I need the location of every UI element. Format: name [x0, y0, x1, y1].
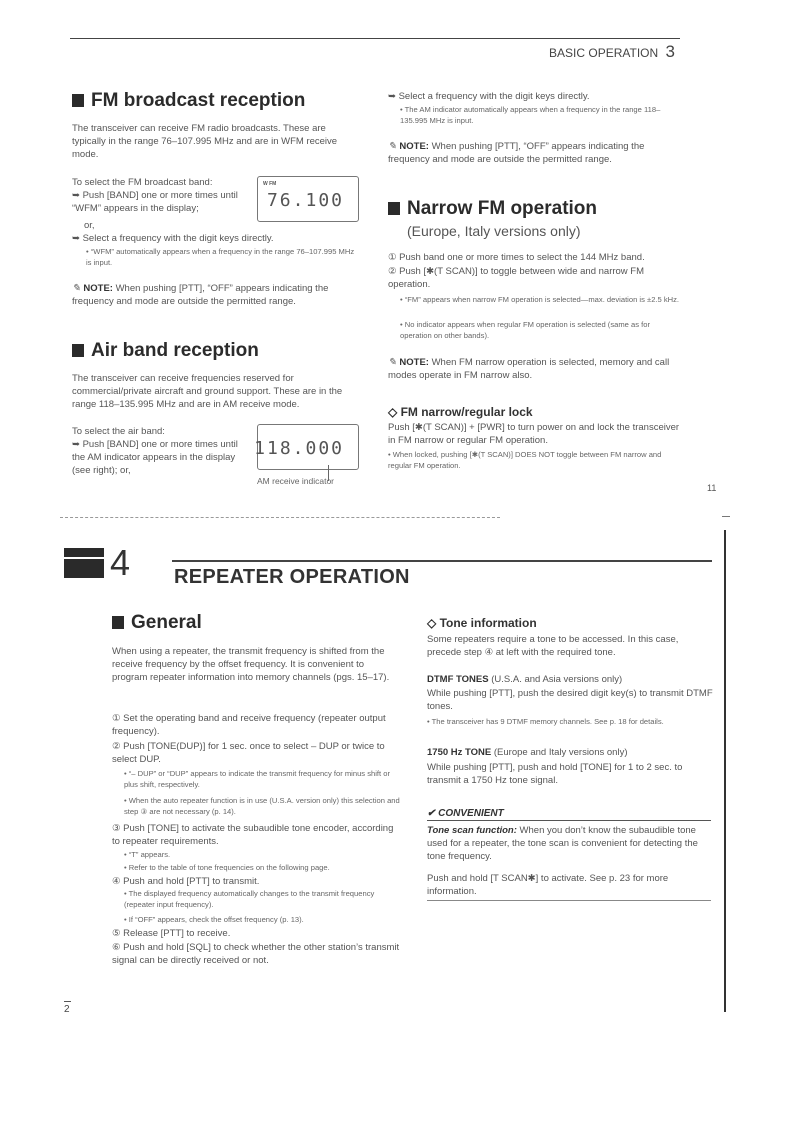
tone-scan-label: Tone scan function: [427, 825, 517, 836]
tone-heading: ◇ Tone information [427, 616, 537, 630]
hz-text: While pushing [PTT], push and hold [TONE] for 1 to 2 sec. to transmit a 1750 Hz tone signal. [427, 762, 683, 786]
fm-or: or, [84, 220, 95, 231]
air-sub-note: • The AM indicator automatically appears when a frequency in the range 118–135.995 MHz is input. [400, 105, 661, 125]
dtmf-scope: (U.S.A. and Asia versions only) [491, 674, 623, 685]
air-frequency-readout: 118.000 [254, 438, 344, 459]
fm-heading: FM broadcast reception [72, 90, 305, 112]
fm-frequency-readout: 76.100 [266, 190, 344, 211]
wfm-indicator: W FM [263, 181, 277, 187]
fm-intro: The transceiver can receive FM radio broadcasts. These are typically in the range 76–107.995 MHz and are in WFM receive mode. [72, 123, 338, 160]
fm-select-intro: To select the FM broadcast band: [72, 177, 213, 188]
air-note [388, 140, 678, 166]
general-step1: ① Set the operating band and receive frequency (repeater output frequency). [112, 713, 386, 737]
page-number-bottom: 2 [64, 1004, 70, 1015]
air-step-push: ➥ Push [BAND] one or more times until the AM indicator appears in the display (see right); or, [72, 439, 238, 476]
lock-heading: ◇ FM narrow/regular lock [388, 405, 533, 419]
general-step4-bullet2: • If “OFF” appears, check the offset frequency (p. 13). [124, 915, 304, 924]
convenient-label: ✔ CONVENIENT [427, 808, 504, 819]
general-intro: When using a repeater, the transmit frequency is shifted from the receive frequency by the offset frequency. It is convenient to program repeater information into memory channels (pgs. 15–17). [112, 646, 390, 683]
general-step6: ⑥ Push and hold [SQL] to check whether the other station’s transmit signal can be directly received or not. [112, 942, 400, 966]
general-step4: ④ Push and hold [PTT] to transmit. [112, 876, 260, 887]
chapter-tab-block [64, 548, 104, 578]
page-edge-mark [722, 516, 730, 517]
heading-bullet-square [72, 344, 84, 357]
chapter-tab-notch [64, 557, 104, 559]
hz-heading [427, 746, 713, 759]
fm-step-push: ➥ Push [BAND] one or more times until “WFM” appears in the display; [72, 190, 238, 214]
general-step3-bullet1: • “T” appears. [124, 850, 171, 859]
lock-bullet: • When locked, pushing [✱(T SCAN)] DOES NOT toggle between FM narrow and regular FM operation. [388, 450, 662, 470]
note-text: When FM narrow operation is selected, memory and call modes operate in FM narrow also. [388, 357, 670, 381]
heading-bullet-square [112, 616, 124, 629]
chapter-title: REPEATER OPERATION [174, 566, 410, 588]
air-step-digit: ➥ Select a frequency with the digit keys directly. [388, 91, 590, 102]
lock-text: Push [✱(T SCAN)] + [PWR] to turn power on and lock the transceiver in FM narrow or regular FM operation. [388, 422, 680, 446]
header-rule [70, 38, 680, 39]
air-intro: The transceiver can receive frequencies reserved for commercial/private aircraft and ground support. These are in the range 118–135.995 MHz and are in AM receive mode. [72, 373, 343, 410]
heading-bullet-square [72, 94, 84, 107]
narrow-heading: Narrow FM operation [388, 198, 597, 220]
general-step4-bullet1: • The displayed frequency automatically changes to the transmit frequency (repeater input frequency). [124, 889, 375, 909]
page-header [549, 42, 675, 62]
page-number-top: 11 [707, 483, 717, 493]
fm-step-digit: ➥ Select a frequency with the digit keys directly. [72, 233, 274, 244]
narrow-note [388, 356, 680, 382]
dtmf-text: While pushing [PTT], push the desired digit key(s) to transmit DTMF tones. [427, 688, 713, 712]
fm-note [72, 282, 362, 308]
general-step2-bullet1: • “– DUP” or “DUP” appears to indicate the transmit frequency for minus shift or plus shift, respectively. [124, 769, 391, 789]
tone-scan-action: Push and hold [T SCAN✱] to activate. See p. 23 for more information. [427, 873, 669, 897]
tone-scan-text: When you don’t know the subaudible tone used for a repeater, the tone scan is convenient for detecting the tone frequency. [427, 825, 698, 862]
hz-label: 1750 Hz TONE [427, 747, 492, 758]
chapter-number: 4 [110, 542, 131, 583]
note-label: NOTE: [399, 141, 429, 152]
note-pencil-icon: ✎ [72, 283, 81, 294]
note-pencil-icon: ✎ [388, 141, 397, 152]
note-pencil-icon: ✎ [388, 357, 397, 368]
narrow-bullet1: • “FM” appears when narrow FM operation is selected—max. deviation is ±2.5 kHz. [400, 295, 680, 304]
convenient-rule [427, 820, 711, 821]
binding-edge [724, 530, 726, 1012]
air-heading: Air band reception [72, 340, 259, 362]
section-number: 3 [665, 42, 675, 61]
heading-bullet-square [388, 202, 400, 215]
general-step5: ⑤ Release [PTT] to receive. [112, 928, 231, 939]
dtmf-label: DTMF TONES [427, 674, 489, 685]
narrow-subheading: (Europe, Italy versions only) [407, 223, 581, 239]
general-step3: ③ Push [TONE] to activate the subaudible tone encoder, according to repeater requirements. [112, 823, 394, 847]
narrow-step2: ② Push [✱(T SCAN)] to toggle between wide and narrow FM operation. [388, 266, 645, 290]
fm-lcd-display [257, 176, 359, 222]
page-number-bottom-mark [64, 1001, 71, 1002]
air-lcd-display [254, 424, 359, 470]
am-indicator-caption: AM receive indicator [257, 476, 335, 486]
convenient-bottom-rule [427, 900, 711, 901]
general-step2-bullet2: • When the auto repeater function is in use (U.S.A. version only) this selection and step ③ are not necessary (p. 14). [124, 796, 400, 816]
note-text: When pushing [PTT], “OFF” appears indicating the frequency and mode are outside the permitted range. [388, 141, 645, 165]
section-title: BASIC OPERATION [549, 46, 659, 60]
note-label: NOTE: [83, 283, 113, 294]
note-label: NOTE: [399, 357, 429, 368]
general-heading: General [112, 612, 202, 634]
general-step3-bullet2: • Refer to the table of tone frequencies on the following page. [124, 863, 330, 872]
narrow-bullet2: • No indicator appears when regular FM operation is selected (same as for operation on other bands). [400, 320, 650, 340]
dtmf-bullet: • The transceiver has 9 DTMF memory channels. See p. 18 for details. [427, 717, 664, 726]
hz-scope: (Europe and Italy versions only) [493, 747, 628, 758]
tone-scan [427, 824, 713, 863]
chapter-rule [172, 560, 712, 562]
dtmf-heading [427, 673, 713, 686]
narrow-step1: ① Push band one or more times to select the 144 MHz band. [388, 252, 645, 263]
page-separator [60, 517, 500, 518]
tone-intro: Some repeaters require a tone to be accessed. In this case, precede step ④ at left with the required tone. [427, 634, 679, 658]
air-select-intro: To select the air band: [72, 426, 165, 437]
fm-sub-note: • “WFM” automatically appears when a frequency in the range 76–107.995 MHz is input. [86, 247, 355, 267]
note-text: When pushing [PTT], “OFF” appears indicating the frequency and mode are outside the permitted range. [72, 283, 329, 307]
general-step2: ② Push [TONE(DUP)] for 1 sec. once to select – DUP or twice to select DUP. [112, 741, 385, 765]
